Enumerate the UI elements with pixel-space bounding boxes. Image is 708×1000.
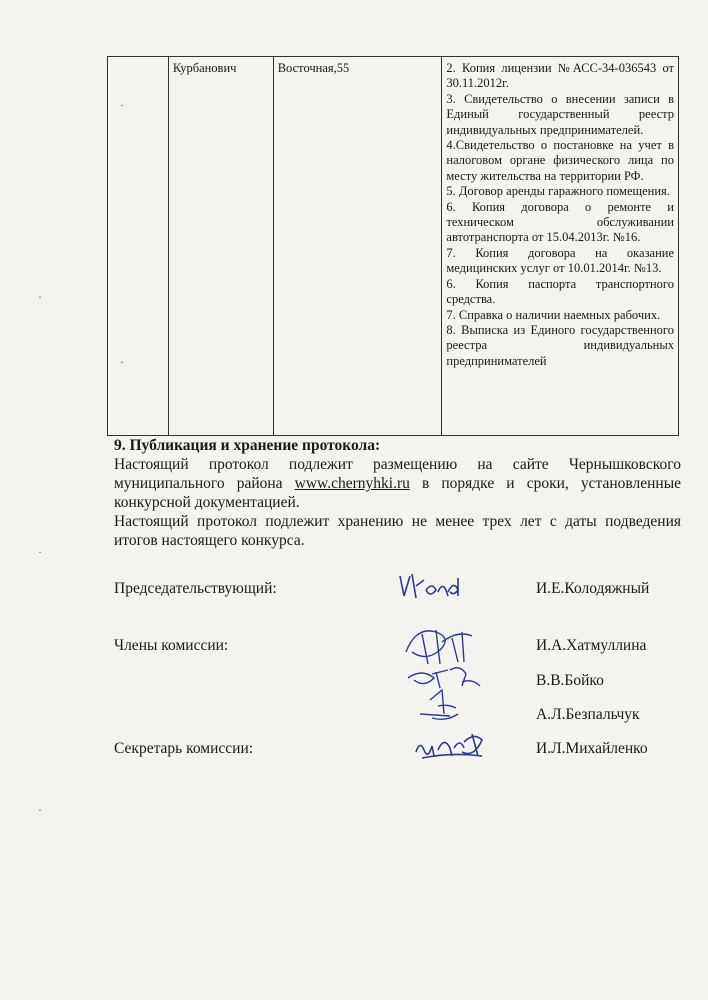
table-row [108, 57, 679, 436]
member-name: В.В.Бойко [536, 672, 604, 689]
paragraph-text: Настоящий протокол подлежит размещению на сайте Чернышковского муниципального района [114, 456, 681, 492]
section-publication [114, 436, 681, 550]
document-item: 8. Выписка из Единого государственного реестра индивидуальных предпринимателей [446, 322, 674, 368]
secretary-label: Секретарь комиссии: [114, 740, 254, 757]
member-name: А.Л.Безпальчук [536, 706, 640, 723]
publication-paragraph [114, 455, 681, 512]
document-item: 4.Свидетельство о постановке на учет в налоговом органе физического лица по месту жительства на территории РФ. [446, 138, 674, 183]
members-label: Члены комиссии: [114, 637, 229, 654]
paragraph-text: в порядке и сроки, установленные конкурсной документацией. [114, 475, 681, 511]
document-item: 3. Свидетельство о внесении записи в Единый государственный реестр индивидуальных предпринимателей. [446, 91, 674, 137]
chair-name: И.Е.Колодяжный [536, 580, 650, 597]
table-cell-documents [442, 57, 679, 436]
table-cell-name: Курбанович [168, 57, 273, 436]
document-item: 7. Копия договора на оказание медицинских услуг от 10.01.2014г. №13. [446, 245, 674, 276]
table-cell-address: Восточная,55 [273, 57, 442, 436]
chair-signature-icon [396, 570, 466, 606]
margin-dot: · [38, 290, 42, 304]
members-signatures-icon [392, 622, 492, 732]
secretary-name: И.Л.Михайленко [536, 740, 648, 757]
document-item: 5. Договор аренды гаражного помещения. [446, 184, 670, 199]
member-name: И.А.Хатмуллина [536, 637, 647, 654]
document-item: 6. Копия договора о ремонте и техническом обслуживании автотранспорта от 15.04.2013г. №16. [446, 199, 674, 245]
margin-dot: · [120, 355, 124, 369]
table-cell-number [108, 57, 169, 436]
margin-dot: · [38, 803, 42, 817]
margin-dot: · [120, 98, 124, 112]
storage-paragraph: Настоящий протокол подлежит хранению не менее трех лет с даты подведения итогов настоящего конкурса. [114, 513, 681, 549]
section-heading: 9. Публикация и хранение протокола: [114, 437, 381, 454]
applicants-table [107, 56, 679, 436]
chair-label: Председательствующий: [114, 580, 277, 597]
document-item: 6. Копия паспорта транспортного средства. [446, 276, 674, 307]
document-item: 2. Копия лицензии №АСС-34-036543 от 30.11.2012г. [446, 61, 674, 91]
margin-dot: · [38, 545, 42, 559]
document-item: 7. Справка о наличии наемных рабочих. [446, 307, 661, 322]
secretary-signature-icon [412, 728, 492, 764]
website-link[interactable]: www.chernyhki.ru [294, 475, 410, 492]
